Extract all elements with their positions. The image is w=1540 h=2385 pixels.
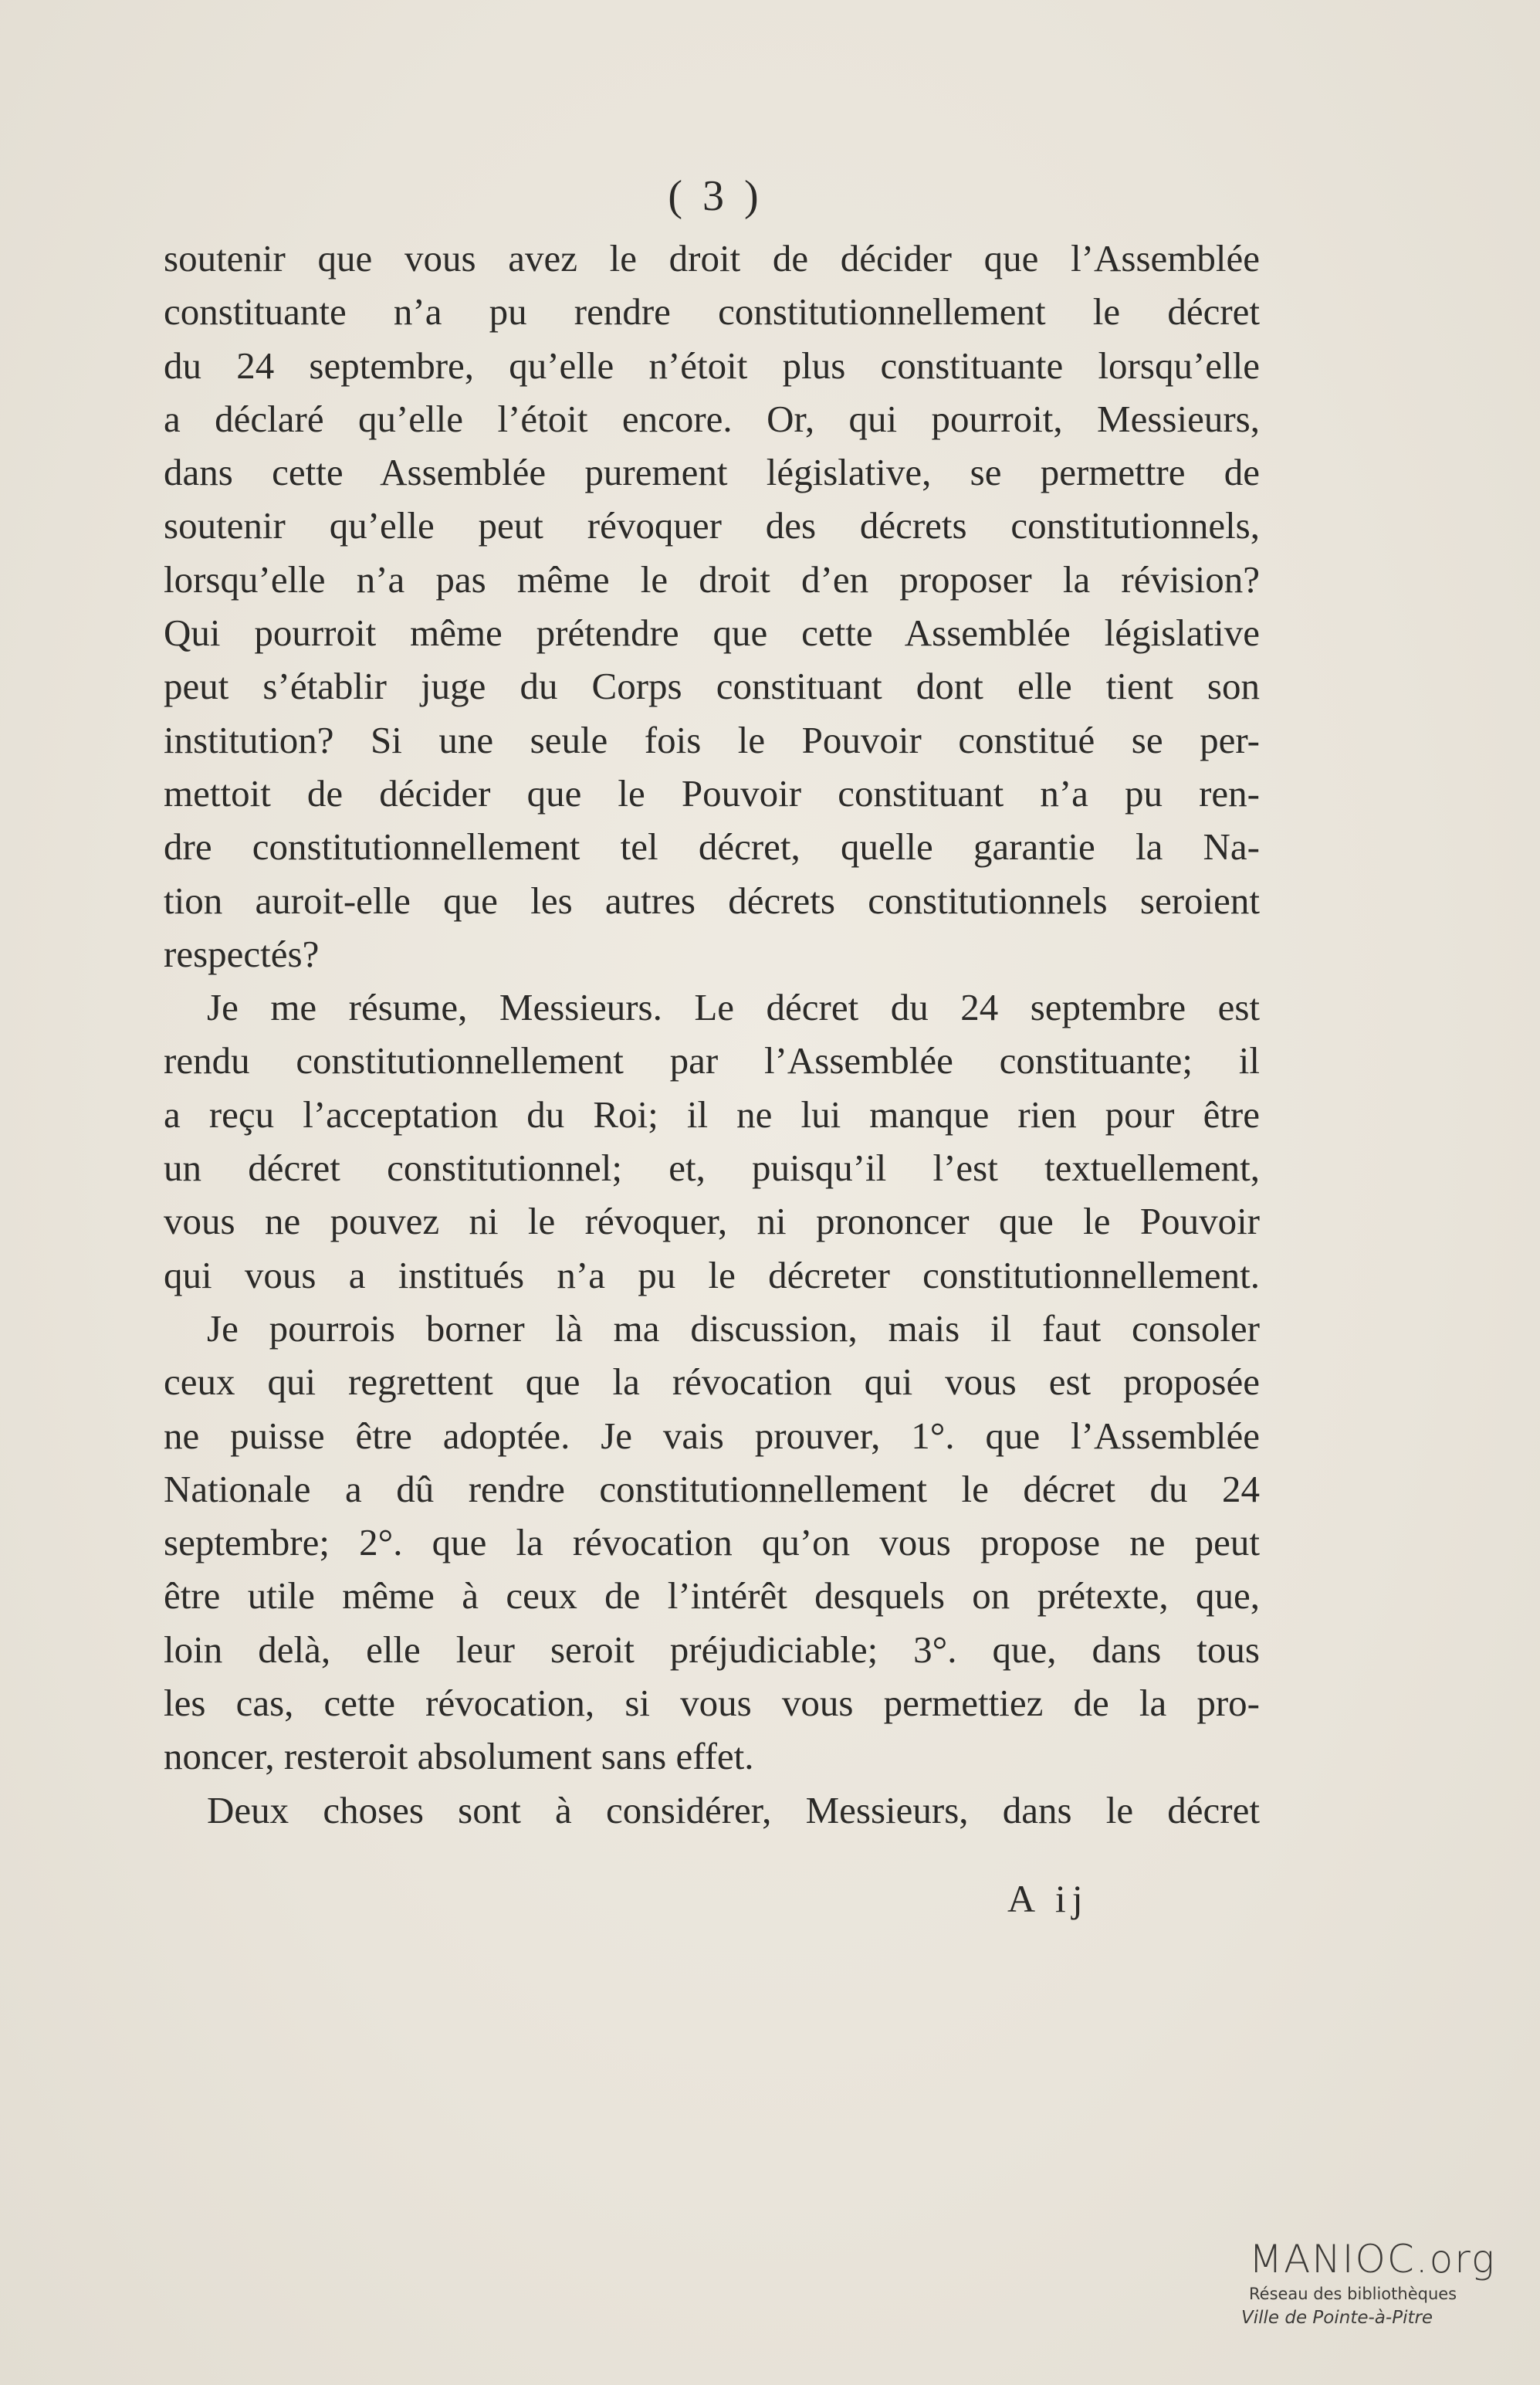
text-line: dans cette Assemblée purement législative, se permettre de xyxy=(164,451,1260,494)
text-line: Je pourrois borner là ma discussion, mais il faut consoler xyxy=(207,1306,1260,1350)
text-line: institution? Si une seule fois le Pouvoir constitué se per- xyxy=(164,718,1260,761)
text-line: lorsqu’elle n’a pas même le droit d’en proposer la révision? xyxy=(164,557,1260,601)
text-line: Je me résume, Messieurs. Le décret du 24 septembre est xyxy=(207,986,1260,1029)
watermark-city: Ville de Pointe-à-Pitre xyxy=(1241,2308,1433,2328)
text-line: les cas, cette révocation, si vous vous permettiez de la pro- xyxy=(164,1682,1260,1725)
manioc-logo: MANIOC.org xyxy=(1249,2237,1496,2282)
text-line: vous ne pouvez ni le révoquer, ni prononcer que le Pouvoir xyxy=(164,1200,1260,1243)
text-line: soutenir que vous avez le droit de décider que l’Assemblée xyxy=(164,237,1260,279)
text-line: a reçu l’acceptation du Roi; il ne lui manque rien pour être xyxy=(164,1093,1260,1136)
watermark-network: Réseau des bibliothèques xyxy=(1249,2285,1457,2303)
text-line: septembre; 2°. que la révocation qu’on vous propose ne peut xyxy=(164,1521,1260,1564)
text-line: qui vous a institués n’a pu le décreter constitutionnellement. xyxy=(164,1253,1260,1296)
text-line: ceux qui regrettent que la révocation qui vous est proposée xyxy=(164,1360,1260,1404)
text-line: un décret constitutionnel; et, puisqu’il l’est textuellement, xyxy=(164,1147,1260,1190)
text-line: peut s’établir juge du Corps constituant dont elle tient son xyxy=(164,665,1260,708)
text-line: du 24 septembre, qu’elle n’étoit plus constituante lorsqu’elle xyxy=(164,344,1260,387)
text-line: ne puisse être adoptée. Je vais prouver, 1°. que l’Assemblée xyxy=(164,1414,1260,1457)
text-line: a déclaré qu’elle l’étoit encore. Or, qui pourroit, Messieurs, xyxy=(164,397,1260,440)
text-line: mettoit de décider que le Pouvoir constituant n’a pu ren- xyxy=(164,771,1260,815)
text-line: rendu constitutionnellement par l’Assemblée constituante; il xyxy=(164,1039,1260,1082)
manioc-watermark xyxy=(1235,2236,1513,2330)
text-line: constituante n’a pu rendre constitutionnellement le décret xyxy=(164,290,1260,334)
text-line: noncer, resteroit absolument sans effet. xyxy=(164,1735,754,1778)
text-line: soutenir qu’elle peut révoquer des décrets constitutionnels, xyxy=(164,504,1260,547)
text-line: loin delà, elle leur seroit préjudiciable; 3°. que, dans tous xyxy=(164,1628,1260,1671)
text-line: être utile même à ceux de l’intérêt desquels on prétexte, que, xyxy=(164,1574,1260,1618)
text-line: Qui pourroit même prétendre que cette Assemblée législative xyxy=(164,611,1260,655)
text-line: tion auroit-elle que les autres décrets constitutionnels seroient xyxy=(164,879,1260,922)
body-text xyxy=(164,232,1260,1837)
signature-mark: A ij xyxy=(1007,1877,1089,1920)
text-line: Nationale a dû rendre constitutionnellement le décret du 24 xyxy=(164,1467,1260,1510)
text-line: dre constitutionnellement tel décret, quelle garantie la Na- xyxy=(164,825,1260,869)
page-number: ( 3 ) xyxy=(668,172,763,220)
text-line: respectés? xyxy=(164,932,320,975)
text-line: Deux choses sont à considérer, Messieurs, dans le décret xyxy=(207,1788,1260,1831)
